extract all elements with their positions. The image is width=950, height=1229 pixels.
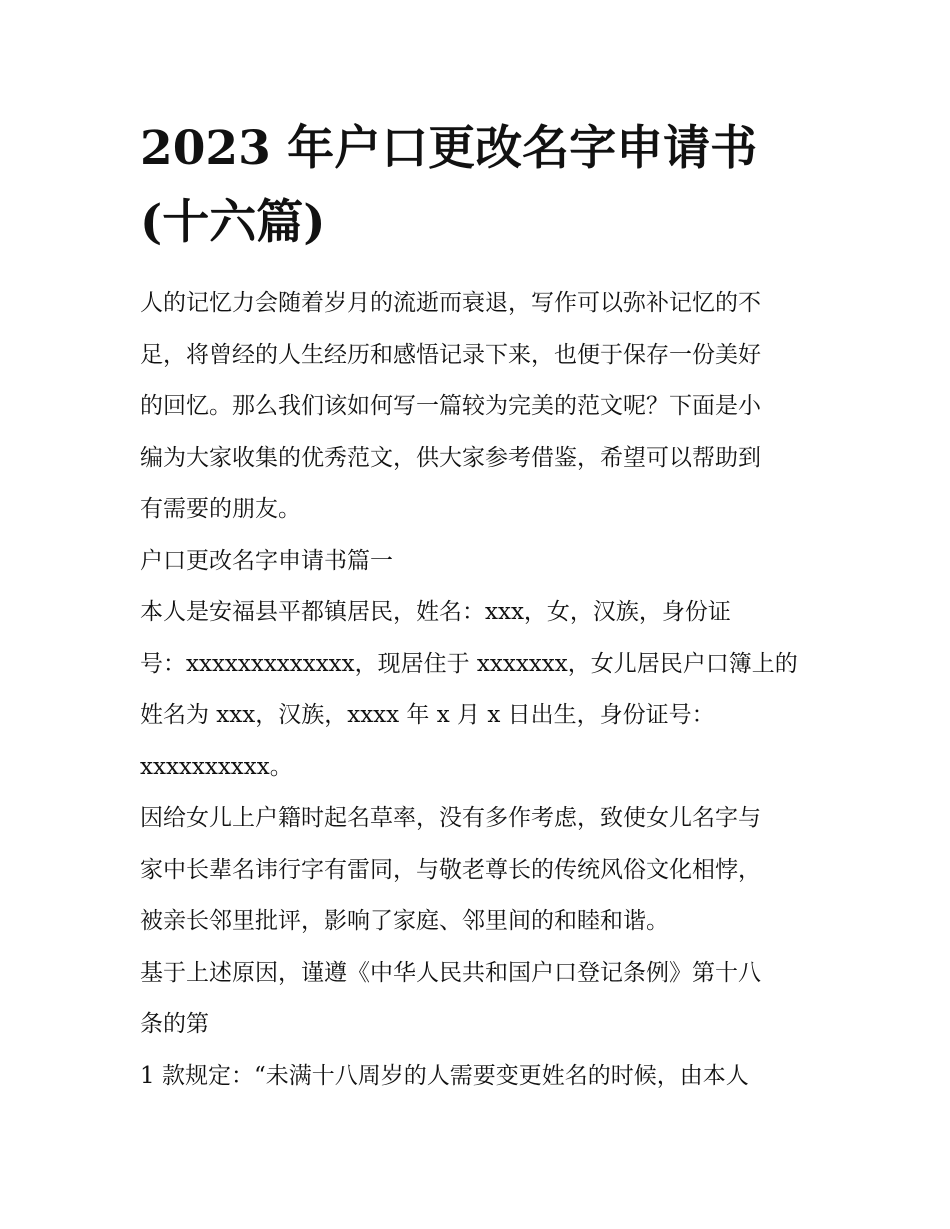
text-line: 被亲长邻里批评，影响了家庭、邻里间的和睦和谐。 — [140, 908, 669, 934]
title-line: (十六篇) — [140, 195, 326, 250]
text-line: 人的记忆力会随着岁月的流逝而衰退，写作可以弥补记忆的不 — [140, 290, 761, 316]
text-line: 1 款规定：“未满十八周岁的人需要变更姓名的时候，由本人 — [140, 1062, 749, 1089]
text-line: 编为大家收集的优秀范文，供大家参考借鉴，希望可以帮助到 — [140, 444, 761, 471]
applicant-info-paragraph — [140, 587, 820, 793]
reason-paragraph — [140, 793, 820, 948]
text-line: 家中长辈名讳行字有雷同，与敬老尊长的传统风俗文化相悖， — [140, 856, 761, 883]
text-line: 条的第 — [140, 1011, 209, 1037]
text-line: 本人是安福县平都镇居民，姓名：xxx，女，汉族，身份证 — [140, 599, 731, 625]
text-line: 号：xxxxxxxxxxxxx，现居住于 xxxxxxx，女儿居民户口簿上的 — [140, 650, 798, 677]
text-line: 姓名为 xxx，汉族，xxxx 年 x 月 x 日出生，身份证号： — [140, 702, 715, 728]
text-line: 的回忆。那么我们该如何写一篇较为完美的范文呢？下面是小 — [140, 393, 761, 419]
document-page — [140, 112, 820, 1102]
section-heading — [140, 536, 820, 588]
clause-paragraph — [140, 1051, 820, 1103]
text-line: 有需要的朋友。 — [140, 496, 301, 522]
document-title — [140, 112, 820, 260]
title-line: 2023 年户口更改名字申请书 — [140, 121, 758, 176]
text-line: 足，将曾经的人生经历和感悟记录下来，也便于保存一份美好 — [140, 341, 761, 368]
intro-paragraph — [140, 278, 820, 536]
text-line: xxxxxxxxxx。 — [140, 753, 293, 780]
regulation-paragraph — [140, 948, 820, 1051]
text-line: 基于上述原因，谨遵《中华人民共和国户口登记条例》第十八 — [140, 959, 761, 986]
text-line: 因给女儿上户籍时起名草率，没有多作考虑，致使女儿名字与 — [140, 805, 761, 831]
text-line: 户口更改名字申请书篇一 — [140, 547, 393, 574]
